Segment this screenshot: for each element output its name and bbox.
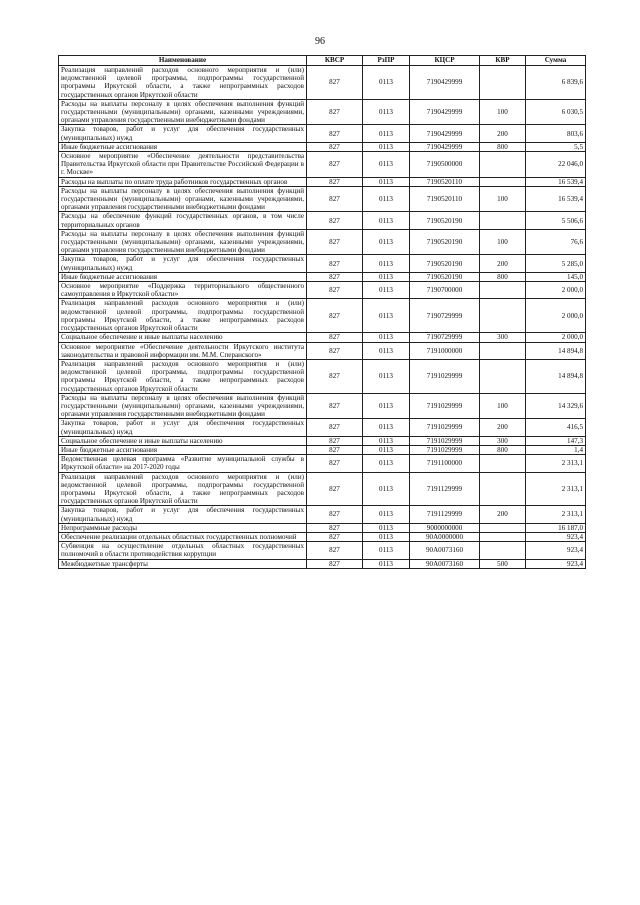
cell-name: Реализация направлений расходов основного мероприятия и (или) ведомственной целевой программы, подпрограммы государственной программы Иркутской области, а также непрограммных расходов государственных органов Иркутской области xyxy=(59,359,307,393)
cell-kvsr: 827 xyxy=(307,559,363,568)
cell-kvsr: 827 xyxy=(307,523,363,532)
cell-rzpr: 0113 xyxy=(363,186,410,212)
cell-kvsr: 827 xyxy=(307,152,363,178)
table-row xyxy=(59,506,586,523)
header-kvsr: КВСР xyxy=(307,56,363,66)
cell-kvr xyxy=(480,532,526,541)
cell-sum: 14 894,8 xyxy=(526,342,586,359)
cell-kcsr: 7191029999 xyxy=(410,359,480,393)
cell-kvr xyxy=(480,455,526,472)
cell-name: Реализация направлений расходов основного мероприятия и (или) ведомственной целевой программы, подпрограммы государственной программы Иркутской области, а также непрограммных расходов государственных органов Иркутской области xyxy=(59,299,307,333)
cell-kvr xyxy=(480,359,526,393)
cell-sum: 923,4 xyxy=(526,559,586,568)
cell-sum: 76,6 xyxy=(526,229,586,255)
cell-name: Реализация направлений расходов основного мероприятия и (или) ведомственной целевой программы, подпрограммы государственной программы Иркутской области, а также непрограммных расходов государственных органов Иркутской области xyxy=(59,66,307,100)
cell-kcsr: 90A0073160 xyxy=(410,559,480,568)
table-row xyxy=(59,66,586,100)
cell-kcsr: 90A0073160 xyxy=(410,542,480,559)
cell-rzpr: 0113 xyxy=(363,99,410,125)
cell-rzpr: 0113 xyxy=(363,255,410,272)
table-row xyxy=(59,542,586,559)
cell-kcsr: 7191029999 xyxy=(410,419,480,436)
cell-rzpr: 0113 xyxy=(363,125,410,142)
table-row xyxy=(59,125,586,142)
cell-kvsr: 827 xyxy=(307,177,363,186)
cell-name: Расходы на выплаты персоналу в целях обеспечения выполнения функций государственными (муниципальными) органами, казенными учреждениями, органами управления государственными внебюджетными фондами xyxy=(59,229,307,255)
cell-kvr xyxy=(480,542,526,559)
cell-kvr xyxy=(480,472,526,506)
table-row xyxy=(59,436,586,445)
cell-sum: 2 000,0 xyxy=(526,299,586,333)
cell-kvr xyxy=(480,152,526,178)
cell-kcsr: 9000000000 xyxy=(410,523,480,532)
cell-kvr: 800 xyxy=(480,445,526,454)
cell-sum: 22 046,0 xyxy=(526,152,586,178)
cell-name: Ведомственная целевая программа «Развитие муниципальной службы в Иркутской области» на 2017-2020 годы xyxy=(59,455,307,472)
cell-rzpr: 0113 xyxy=(363,212,410,229)
cell-kvsr: 827 xyxy=(307,99,363,125)
table-header-row xyxy=(59,56,586,66)
cell-kcsr: 7190520110 xyxy=(410,177,480,186)
cell-name: Основное мероприятие «Обеспечение деятельности Иркутского института законодательства и правовой информации им. М.М. Сперанского» xyxy=(59,342,307,359)
cell-kvr: 200 xyxy=(480,125,526,142)
header-rzpr: РзПР xyxy=(363,56,410,66)
cell-sum: 147,3 xyxy=(526,436,586,445)
cell-kvr xyxy=(480,66,526,100)
cell-kvr: 200 xyxy=(480,419,526,436)
table-row xyxy=(59,212,586,229)
cell-name: Социальное обеспечение и иные выплаты населению xyxy=(59,436,307,445)
table-row xyxy=(59,342,586,359)
cell-sum: 14 894,8 xyxy=(526,359,586,393)
table-row xyxy=(59,229,586,255)
cell-rzpr: 0113 xyxy=(363,229,410,255)
cell-kcsr: 7190520190 xyxy=(410,255,480,272)
cell-rzpr: 0113 xyxy=(363,342,410,359)
cell-kvsr: 827 xyxy=(307,419,363,436)
cell-name: Расходы на выплаты по оплате труда работников государственных органов xyxy=(59,177,307,186)
cell-kvr xyxy=(480,177,526,186)
cell-kcsr: 7190429999 xyxy=(410,125,480,142)
table-row xyxy=(59,359,586,393)
cell-kvsr: 827 xyxy=(307,472,363,506)
table-row xyxy=(59,152,586,178)
cell-kvr xyxy=(480,282,526,299)
cell-kvr xyxy=(480,299,526,333)
cell-name: Иные бюджетные ассигнования xyxy=(59,272,307,281)
cell-kvsr: 827 xyxy=(307,333,363,342)
cell-sum: 14 329,6 xyxy=(526,393,586,419)
cell-kvsr: 827 xyxy=(307,272,363,281)
cell-kvsr: 827 xyxy=(307,212,363,229)
cell-name: Расходы на выплаты персоналу в целях обеспечения выполнения функций государственными (муниципальными) органами, казенными учреждениями, органами управления государственными внебюджетными фондами xyxy=(59,186,307,212)
cell-kvr: 300 xyxy=(480,333,526,342)
cell-sum: 2 313,1 xyxy=(526,506,586,523)
cell-name: Иные бюджетные ассигнования xyxy=(59,142,307,151)
cell-kcsr: 7190429999 xyxy=(410,66,480,100)
cell-kcsr: 7190429999 xyxy=(410,99,480,125)
cell-rzpr: 0113 xyxy=(363,455,410,472)
cell-sum: 145,0 xyxy=(526,272,586,281)
cell-name: Основное мероприятие «Поддержка территориального общественного самоуправления в Иркутской области» xyxy=(59,282,307,299)
cell-name: Иные бюджетные ассигнования xyxy=(59,445,307,454)
table-row xyxy=(59,559,586,568)
cell-rzpr: 0113 xyxy=(363,523,410,532)
table-row xyxy=(59,532,586,541)
table-row xyxy=(59,445,586,454)
table-row xyxy=(59,299,586,333)
cell-sum: 16 539,4 xyxy=(526,177,586,186)
cell-rzpr: 0113 xyxy=(363,393,410,419)
table-row xyxy=(59,333,586,342)
cell-sum: 5,5 xyxy=(526,142,586,151)
cell-kvsr: 827 xyxy=(307,393,363,419)
cell-name: Расходы на выплаты персоналу в целях обеспечения выполнения функций государственными (муниципальными) органами, казенными учреждениями, органами управления государственными внебюджетными фондами xyxy=(59,393,307,419)
cell-rzpr: 0113 xyxy=(363,152,410,178)
table-row xyxy=(59,282,586,299)
cell-rzpr: 0113 xyxy=(363,559,410,568)
cell-sum: 16 539,4 xyxy=(526,186,586,212)
header-kcsr: КЦСР xyxy=(410,56,480,66)
cell-name: Непрограммные расходы xyxy=(59,523,307,532)
cell-name: Социальное обеспечение и иные выплаты населению xyxy=(59,333,307,342)
budget-table xyxy=(58,55,586,569)
cell-sum: 5 285,0 xyxy=(526,255,586,272)
cell-kvr: 100 xyxy=(480,229,526,255)
table-row xyxy=(59,177,586,186)
cell-rzpr: 0113 xyxy=(363,419,410,436)
cell-kcsr: 7190500000 xyxy=(410,152,480,178)
cell-rzpr: 0113 xyxy=(363,142,410,151)
cell-kvr xyxy=(480,212,526,229)
cell-kvsr: 827 xyxy=(307,125,363,142)
header-sum: Сумма xyxy=(526,56,586,66)
cell-rzpr: 0113 xyxy=(363,506,410,523)
cell-rzpr: 0113 xyxy=(363,532,410,541)
table-row xyxy=(59,255,586,272)
cell-name: Расходы на выплаты персоналу в целях обеспечения выполнения функций государственными (муниципальными) органами, казенными учреждениями, органами управления государственными внебюджетными фондами xyxy=(59,99,307,125)
cell-sum: 2 313,1 xyxy=(526,472,586,506)
cell-name: Закупка товаров, работ и услуг для обеспечения государственных (муниципальных) нужд xyxy=(59,125,307,142)
cell-kcsr: 7191000000 xyxy=(410,342,480,359)
cell-kcsr: 7190520190 xyxy=(410,212,480,229)
cell-rzpr: 0113 xyxy=(363,66,410,100)
cell-sum: 6 839,6 xyxy=(526,66,586,100)
cell-kvr: 200 xyxy=(480,255,526,272)
table-row xyxy=(59,523,586,532)
cell-kcsr: 7190729999 xyxy=(410,299,480,333)
cell-kvsr: 827 xyxy=(307,436,363,445)
cell-rzpr: 0113 xyxy=(363,445,410,454)
cell-kvr xyxy=(480,523,526,532)
cell-kvsr: 827 xyxy=(307,229,363,255)
cell-rzpr: 0113 xyxy=(363,333,410,342)
cell-kvr: 100 xyxy=(480,393,526,419)
cell-kcsr: 7190520110 xyxy=(410,186,480,212)
header-name: Наименование xyxy=(59,56,307,66)
cell-name: Обеспечение реализации отдельных областных государственных полномочий xyxy=(59,532,307,541)
cell-kvsr: 827 xyxy=(307,66,363,100)
cell-name: Расходы на обеспечение функций государственных органов, в том числе территориальных органов xyxy=(59,212,307,229)
cell-name: Межбюджетные трансферты xyxy=(59,559,307,568)
cell-kvr: 100 xyxy=(480,186,526,212)
cell-kcsr: 90A0000000 xyxy=(410,532,480,541)
cell-kvr: 100 xyxy=(480,99,526,125)
cell-kvsr: 827 xyxy=(307,359,363,393)
cell-kvsr: 827 xyxy=(307,142,363,151)
cell-sum: 923,4 xyxy=(526,532,586,541)
table-row xyxy=(59,419,586,436)
cell-kvsr: 827 xyxy=(307,506,363,523)
page-number: 96 xyxy=(315,36,325,47)
cell-sum: 2 313,1 xyxy=(526,455,586,472)
cell-kcsr: 7191129999 xyxy=(410,472,480,506)
cell-name: Реализация направлений расходов основного мероприятия и (или) ведомственной целевой программы, подпрограммы государственной программы Иркутской области, а также непрограммных расходов государственных органов Иркутской области xyxy=(59,472,307,506)
table-row xyxy=(59,393,586,419)
cell-name: Закупка товаров, работ и услуг для обеспечения государственных (муниципальных) нужд xyxy=(59,419,307,436)
cell-kcsr: 7191029999 xyxy=(410,445,480,454)
cell-rzpr: 0113 xyxy=(363,359,410,393)
cell-sum: 2 000,0 xyxy=(526,333,586,342)
cell-sum: 6 030,5 xyxy=(526,99,586,125)
cell-kvr: 800 xyxy=(480,142,526,151)
cell-kvsr: 827 xyxy=(307,255,363,272)
cell-kvr: 800 xyxy=(480,272,526,281)
cell-name: Закупка товаров, работ и услуг для обеспечения государственных (муниципальных) нужд xyxy=(59,506,307,523)
cell-kcsr: 7191100000 xyxy=(410,455,480,472)
cell-kvsr: 827 xyxy=(307,445,363,454)
table-row xyxy=(59,186,586,212)
cell-rzpr: 0113 xyxy=(363,282,410,299)
header-kvr: КВР xyxy=(480,56,526,66)
cell-kvr: 200 xyxy=(480,506,526,523)
cell-rzpr: 0113 xyxy=(363,177,410,186)
cell-rzpr: 0113 xyxy=(363,542,410,559)
cell-rzpr: 0113 xyxy=(363,299,410,333)
cell-kvsr: 827 xyxy=(307,455,363,472)
table-row xyxy=(59,142,586,151)
cell-sum: 16 187,0 xyxy=(526,523,586,532)
cell-kvr: 500 xyxy=(480,559,526,568)
cell-rzpr: 0113 xyxy=(363,272,410,281)
cell-kvsr: 827 xyxy=(307,532,363,541)
cell-sum: 2 000,0 xyxy=(526,282,586,299)
cell-kcsr: 7191129999 xyxy=(410,506,480,523)
cell-kcsr: 7191029999 xyxy=(410,393,480,419)
cell-kcsr: 7190729999 xyxy=(410,333,480,342)
cell-rzpr: 0113 xyxy=(363,436,410,445)
cell-rzpr: 0113 xyxy=(363,472,410,506)
cell-kvsr: 827 xyxy=(307,186,363,212)
cell-sum: 416,5 xyxy=(526,419,586,436)
cell-kvsr: 827 xyxy=(307,342,363,359)
cell-kvr xyxy=(480,342,526,359)
cell-kcsr: 7190520190 xyxy=(410,272,480,281)
cell-kvsr: 827 xyxy=(307,282,363,299)
cell-kcsr: 7190429999 xyxy=(410,142,480,151)
cell-sum: 1,4 xyxy=(526,445,586,454)
table-row xyxy=(59,472,586,506)
cell-kcsr: 7190700000 xyxy=(410,282,480,299)
cell-name: Закупка товаров, работ и услуг для обеспечения государственных (муниципальных) нужд xyxy=(59,255,307,272)
cell-kvsr: 827 xyxy=(307,542,363,559)
table-row xyxy=(59,99,586,125)
cell-kvr: 300 xyxy=(480,436,526,445)
cell-sum: 5 506,6 xyxy=(526,212,586,229)
cell-sum: 803,6 xyxy=(526,125,586,142)
table-row xyxy=(59,272,586,281)
table-row xyxy=(59,455,586,472)
cell-sum: 923,4 xyxy=(526,542,586,559)
cell-kcsr: 7191029999 xyxy=(410,436,480,445)
cell-name: Субвенция на осуществление отдельных областных государственных полномочий в области противодействия коррупции xyxy=(59,542,307,559)
cell-kcsr: 7190520190 xyxy=(410,229,480,255)
cell-kvsr: 827 xyxy=(307,299,363,333)
cell-name: Основное мероприятие «Обеспечение деятельности представительства Правительства Иркутской области при Правительстве Российской Федерации в г. Москве» xyxy=(59,152,307,178)
